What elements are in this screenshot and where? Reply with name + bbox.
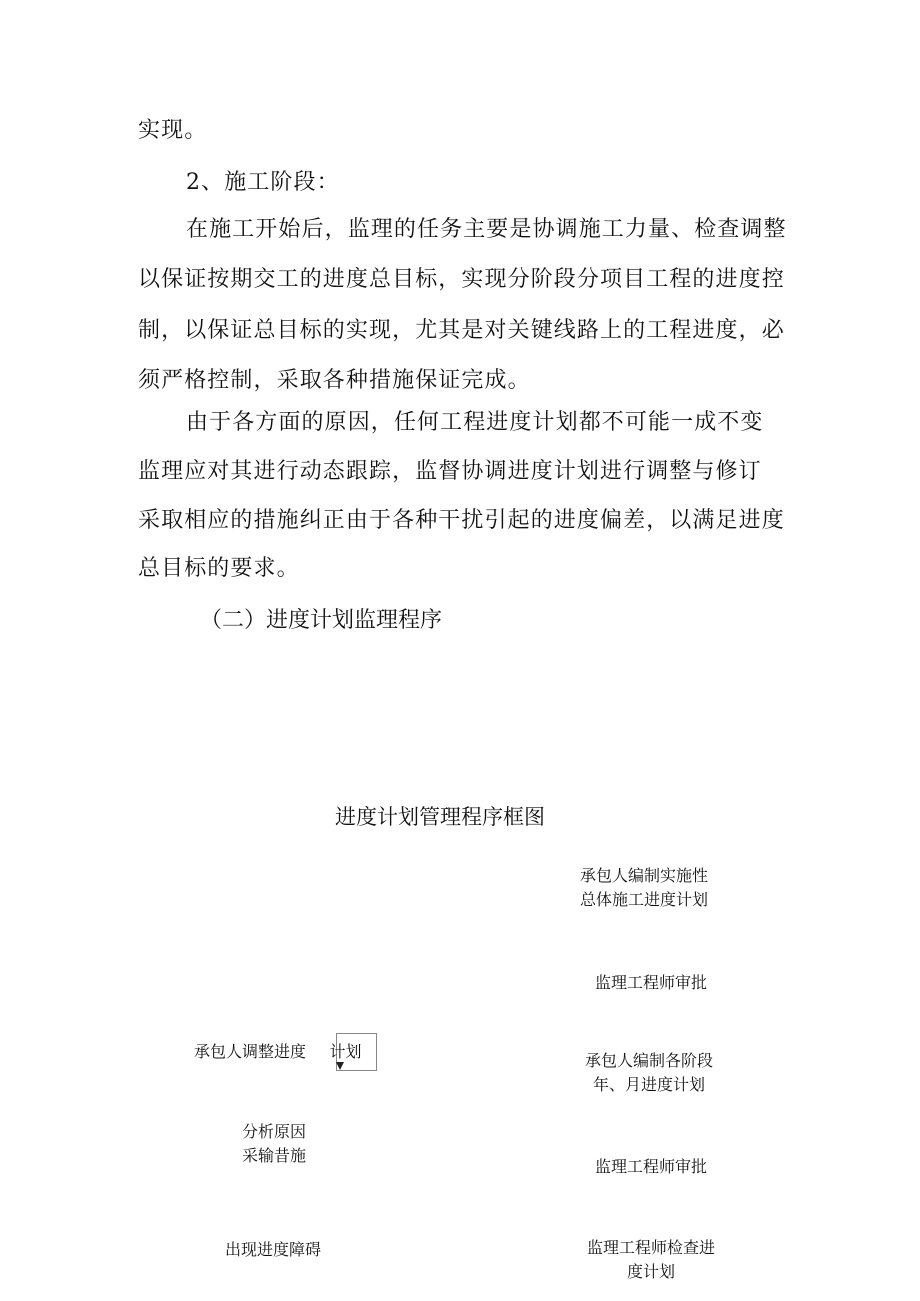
body-line: 实现。	[138, 118, 208, 143]
flow-step: 监理工程师检查进 度计划	[587, 1238, 716, 1281]
body-line: 制，以保证总目标的实现，尤其是对关键线路上的工程进度，必	[138, 318, 785, 343]
arrow-down-icon	[336, 1062, 344, 1070]
flowchart-title: 进度计划管理程序框图	[335, 805, 545, 829]
flow-step: 监理工程师审批	[595, 973, 708, 992]
flow-step: 承包人编制各阶段 年、月进度计划	[585, 1051, 714, 1094]
body-line: 须严格控制，采取各种措施保证完成。	[138, 368, 531, 393]
flow-step: 分析原因 采输昔施	[242, 1122, 307, 1165]
body-line: 总目标的要求。	[138, 556, 300, 581]
flow-step: 监理工程师审批	[595, 1157, 708, 1176]
flow-step: 出现进度障碍	[225, 1240, 322, 1259]
body-line: 由于各方面的原因，任何工程进度计划都不可能一成不变	[186, 410, 764, 435]
body-line: 监理应对其进行动态跟踪，监督协调进度计划进行调整与修订	[138, 459, 762, 484]
subheading: 2、施工阶段：	[186, 170, 340, 195]
body-line: 以保证按期交工的进度总目标，实现分阶段分项目工程的进度控	[138, 267, 785, 292]
body-line: 在施工开始后，监理的任务主要是协调施工力量、检查调整	[186, 217, 787, 242]
flow-step: 承包人调整进度	[194, 1042, 307, 1061]
flow-box-text: 计划	[329, 1042, 362, 1061]
flow-step: 承包人编制实施性 总体施工进度计划	[580, 866, 709, 909]
section-heading: （二）进度计划监理程序	[200, 608, 443, 633]
body-line: 采取相应的措施纠正由于各种干扰引起的进度偏差，以满足进度	[138, 508, 785, 533]
